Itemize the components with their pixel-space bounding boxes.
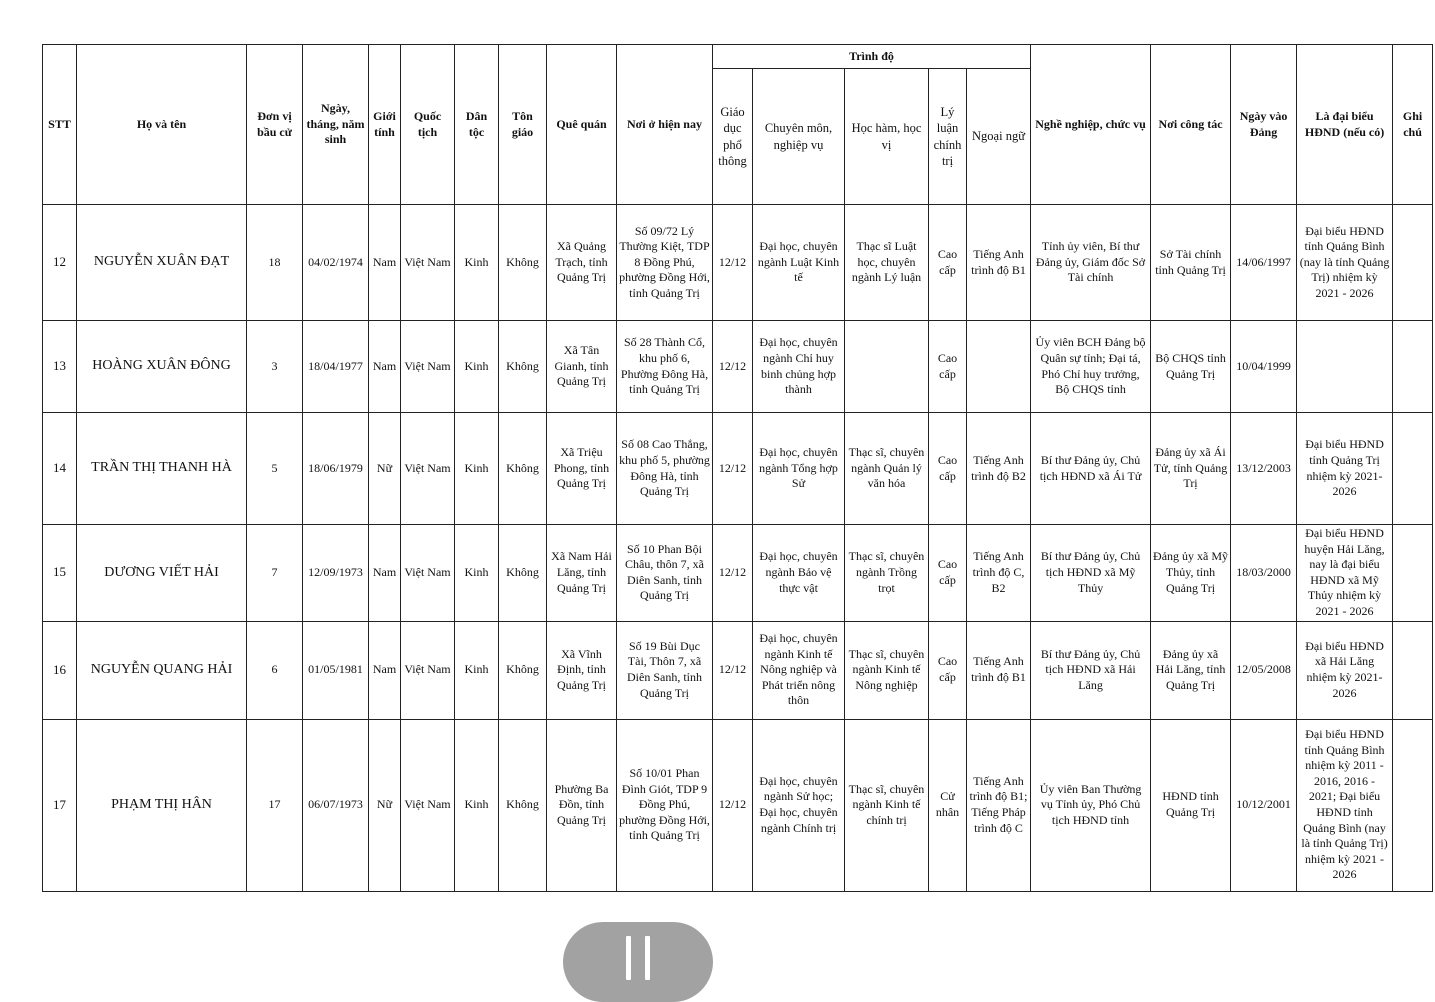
cell-delegate: Đại biểu HĐND tỉnh Quảng Trị nhiệm kỳ 2021-2026 [1297, 413, 1393, 525]
cell-specialty: Đại học, chuyên ngành Luật Kinh tế [753, 205, 845, 321]
cell-workplace: HĐND tỉnh Quảng Trị [1151, 719, 1231, 891]
cell-language [967, 321, 1031, 413]
cell-specialty: Đại học, chuyên ngành Kinh tế Nông nghiệp và Phát triển nông thôn [753, 621, 845, 719]
cell-note [1393, 719, 1433, 891]
cell-general-education: 12/12 [713, 525, 753, 622]
header-degree: Học hàm, học vị [845, 69, 929, 205]
cell-party-date: 10/04/1999 [1231, 321, 1297, 413]
cell-language: Tiếng Anh trình độ B1 [967, 205, 1031, 321]
cell-gender: Nam [369, 321, 401, 413]
candidate-table [42, 44, 1433, 892]
cell-name: NGUYỄN QUANG HẢI [77, 621, 247, 719]
cell-occupation: Bí thư Đảng ủy, Chủ tịch HĐND xã Hải Lăng [1031, 621, 1151, 719]
cell-gender: Nữ [369, 413, 401, 525]
table-row [43, 321, 1433, 413]
cell-stt: 17 [43, 719, 77, 891]
cell-language: Tiếng Anh trình độ C, B2 [967, 525, 1031, 622]
cell-politics: Cao cấp [929, 205, 967, 321]
cell-language: Tiếng Anh trình độ B1 [967, 621, 1031, 719]
cell-occupation: Bí thư Đảng ủy, Chủ tịch HĐND xã Ái Tử [1031, 413, 1151, 525]
cell-note [1393, 525, 1433, 622]
table-row [43, 205, 1433, 321]
cell-religion: Không [499, 205, 547, 321]
cell-unit: 7 [247, 525, 303, 622]
cell-unit: 3 [247, 321, 303, 413]
cell-delegate [1297, 321, 1393, 413]
cell-stt: 12 [43, 205, 77, 321]
header-party-date: Ngày vào Đảng [1231, 45, 1297, 205]
cell-nationality: Việt Nam [401, 719, 455, 891]
cell-degree [845, 321, 929, 413]
cell-specialty: Đại học, chuyên ngành Chỉ huy binh chủng hợp thành [753, 321, 845, 413]
cell-specialty: Đại học, chuyên ngành Sử học; Đại học, chuyên ngành Chính trị [753, 719, 845, 891]
cell-ethnicity: Kinh [455, 205, 499, 321]
cell-name: PHẠM THỊ HÂN [77, 719, 247, 891]
cell-workplace: Bộ CHQS tỉnh Quảng Trị [1151, 321, 1231, 413]
cell-nationality: Việt Nam [401, 525, 455, 622]
pause-button[interactable] [563, 922, 713, 1002]
cell-degree: Thạc sĩ, chuyên ngành Kinh tế chính trị [845, 719, 929, 891]
cell-general-education: 12/12 [713, 321, 753, 413]
cell-residence: Số 08 Cao Thắng, khu phố 5, phường Đông Hà, tỉnh Quảng Trị [617, 413, 713, 525]
cell-unit: 5 [247, 413, 303, 525]
header-education-group: Trình độ [713, 45, 1031, 69]
cell-gender: Nam [369, 205, 401, 321]
cell-note [1393, 205, 1433, 321]
cell-hometown: Xã Quảng Trạch, tỉnh Quảng Trị [547, 205, 617, 321]
header-residence: Nơi ở hiện nay [617, 45, 713, 205]
cell-residence: Số 28 Thành Cổ, khu phố 6, Phường Đông Hà, tỉnh Quảng Trị [617, 321, 713, 413]
cell-name: HOÀNG XUÂN ĐÔNG [77, 321, 247, 413]
cell-stt: 16 [43, 621, 77, 719]
header-name: Họ và tên [77, 45, 247, 205]
cell-politics: Cao cấp [929, 525, 967, 622]
cell-delegate: Đại biểu HĐND xã Hải Lăng nhiệm kỳ 2021-2026 [1297, 621, 1393, 719]
cell-unit: 18 [247, 205, 303, 321]
cell-party-date: 18/03/2000 [1231, 525, 1297, 622]
cell-dob: 01/05/1981 [303, 621, 369, 719]
header-nationality: Quốc tịch [401, 45, 455, 205]
cell-occupation: Ủy viên BCH Đảng bộ Quân sự tỉnh; Đại tá, Phó Chỉ huy trưởng, Bộ CHQS tỉnh [1031, 321, 1151, 413]
header-dob: Ngày, tháng, năm sinh [303, 45, 369, 205]
cell-residence: Số 09/72 Lý Thường Kiệt, TDP 8 Đồng Phú, phường Đồng Hới, tỉnh Quảng Trị [617, 205, 713, 321]
header-unit: Đơn vị bầu cử [247, 45, 303, 205]
cell-general-education: 12/12 [713, 205, 753, 321]
cell-residence: Số 10 Phan Bội Châu, thôn 7, xã Diên Sanh, tỉnh Quảng Trị [617, 525, 713, 622]
cell-nationality: Việt Nam [401, 413, 455, 525]
cell-occupation: Ủy viên Ban Thường vụ Tỉnh ủy, Phó Chủ tịch HĐND tỉnh [1031, 719, 1151, 891]
table-row [43, 413, 1433, 525]
cell-nationality: Việt Nam [401, 621, 455, 719]
header-gender: Giới tính [369, 45, 401, 205]
header-delegate: Là đại biểu HĐND (nếu có) [1297, 45, 1393, 205]
cell-name: DƯƠNG VIẾT HẢI [77, 525, 247, 622]
header-language: Ngoại ngữ [967, 69, 1031, 205]
cell-gender: Nữ [369, 719, 401, 891]
cell-note [1393, 621, 1433, 719]
cell-party-date: 13/12/2003 [1231, 413, 1297, 525]
cell-occupation: Bí thư Đảng ủy, Chủ tịch HĐND xã Mỹ Thủy [1031, 525, 1151, 622]
cell-stt: 13 [43, 321, 77, 413]
header-occupation: Nghề nghiệp, chức vụ [1031, 45, 1151, 205]
cell-specialty: Đại học, chuyên ngành Bảo vệ thực vật [753, 525, 845, 622]
cell-ethnicity: Kinh [455, 525, 499, 622]
cell-party-date: 10/12/2001 [1231, 719, 1297, 891]
cell-gender: Nam [369, 525, 401, 622]
header-specialty: Chuyên môn, nghiệp vụ [753, 69, 845, 205]
cell-workplace: Đảng ủy xã Mỹ Thủy, tỉnh Quảng Trị [1151, 525, 1231, 622]
header-politics: Lý luận chính trị [929, 69, 967, 205]
cell-ethnicity: Kinh [455, 321, 499, 413]
document-page [42, 44, 1432, 894]
cell-party-date: 14/06/1997 [1231, 205, 1297, 321]
header-general-education: Giáo dục phổ thông [713, 69, 753, 205]
cell-stt: 14 [43, 413, 77, 525]
cell-note [1393, 321, 1433, 413]
cell-dob: 18/04/1977 [303, 321, 369, 413]
cell-politics: Cử nhân [929, 719, 967, 891]
header-workplace: Nơi công tác [1151, 45, 1231, 205]
cell-degree: Thạc sĩ, chuyên ngành Kinh tế Nông nghiệp [845, 621, 929, 719]
cell-hometown: Xã Triệu Phong, tỉnh Quảng Trị [547, 413, 617, 525]
table-row [43, 719, 1433, 891]
cell-language: Tiếng Anh trình độ B2 [967, 413, 1031, 525]
cell-name: TRẦN THỊ THANH HÀ [77, 413, 247, 525]
cell-dob: 06/07/1973 [303, 719, 369, 891]
cell-specialty: Đại học, chuyên ngành Tổng hợp Sử [753, 413, 845, 525]
header-note: Ghi chú [1393, 45, 1433, 205]
cell-hometown: Xã Nam Hải Lăng, tỉnh Quảng Trị [547, 525, 617, 622]
cell-residence: Số 10/01 Phan Đình Giót, TDP 9 Đồng Phú, phường Đồng Hới, tỉnh Quảng Trị [617, 719, 713, 891]
cell-religion: Không [499, 621, 547, 719]
cell-hometown: Xã Vĩnh Định, tỉnh Quảng Trị [547, 621, 617, 719]
cell-dob: 18/06/1979 [303, 413, 369, 525]
cell-ethnicity: Kinh [455, 621, 499, 719]
table-row [43, 525, 1433, 622]
cell-religion: Không [499, 321, 547, 413]
cell-politics: Cao cấp [929, 321, 967, 413]
cell-degree: Thạc sĩ, chuyên ngành Quản lý văn hóa [845, 413, 929, 525]
cell-delegate: Đại biểu HĐND tỉnh Quảng Bình (nay là tỉnh Quảng Trị) nhiệm kỳ 2021 - 2026 [1297, 205, 1393, 321]
header-hometown: Quê quán [547, 45, 617, 205]
cell-workplace: Sở Tài chính tỉnh Quảng Trị [1151, 205, 1231, 321]
cell-dob: 04/02/1974 [303, 205, 369, 321]
cell-hometown: Phường Ba Đồn, tỉnh Quảng Trị [547, 719, 617, 891]
header-religion: Tôn giáo [499, 45, 547, 205]
cell-name: NGUYỄN XUÂN ĐẠT [77, 205, 247, 321]
table-row [43, 621, 1433, 719]
cell-workplace: Đảng ủy xã Hải Lăng, tỉnh Quảng Trị [1151, 621, 1231, 719]
cell-general-education: 12/12 [713, 413, 753, 525]
cell-party-date: 12/05/2008 [1231, 621, 1297, 719]
cell-nationality: Việt Nam [401, 205, 455, 321]
cell-unit: 17 [247, 719, 303, 891]
cell-degree: Thạc sĩ Luật học, chuyên ngành Lý luận [845, 205, 929, 321]
pause-icon [619, 936, 657, 980]
cell-religion: Không [499, 413, 547, 525]
cell-delegate: Đại biểu HĐND huyện Hải Lăng, nay là đại biểu HĐND xã Mỹ Thủy nhiệm kỳ 2021 - 2026 [1297, 525, 1393, 622]
cell-note [1393, 413, 1433, 525]
cell-hometown: Xã Tân Gianh, tỉnh Quảng Trị [547, 321, 617, 413]
cell-delegate: Đại biểu HĐND tỉnh Quảng Bình nhiệm kỳ 2011 - 2016, 2016 - 2021; Đại biểu HĐND tỉnh Quảng Bình (nay là tỉnh Quảng Trị) nhiệm kỳ 2021 - 2026 [1297, 719, 1393, 891]
header-ethnicity: Dân tộc [455, 45, 499, 205]
header-stt: STT [43, 45, 77, 205]
cell-nationality: Việt Nam [401, 321, 455, 413]
cell-religion: Không [499, 525, 547, 622]
cell-dob: 12/09/1973 [303, 525, 369, 622]
cell-occupation: Tỉnh ủy viên, Bí thư Đảng ủy, Giám đốc Sở Tài chính [1031, 205, 1151, 321]
cell-degree: Thạc sĩ, chuyên ngành Trồng trọt [845, 525, 929, 622]
cell-gender: Nam [369, 621, 401, 719]
cell-general-education: 12/12 [713, 719, 753, 891]
cell-religion: Không [499, 719, 547, 891]
cell-unit: 6 [247, 621, 303, 719]
cell-politics: Cao cấp [929, 413, 967, 525]
cell-ethnicity: Kinh [455, 719, 499, 891]
cell-stt: 15 [43, 525, 77, 622]
cell-politics: Cao cấp [929, 621, 967, 719]
cell-residence: Số 19 Bùi Dục Tài, Thôn 7, xã Diên Sanh, tỉnh Quảng Trị [617, 621, 713, 719]
cell-ethnicity: Kinh [455, 413, 499, 525]
cell-workplace: Đảng ủy xã Ái Tử, tỉnh Quảng Trị [1151, 413, 1231, 525]
cell-general-education: 12/12 [713, 621, 753, 719]
cell-language: Tiếng Anh trình độ B1; Tiếng Pháp trình độ C [967, 719, 1031, 891]
